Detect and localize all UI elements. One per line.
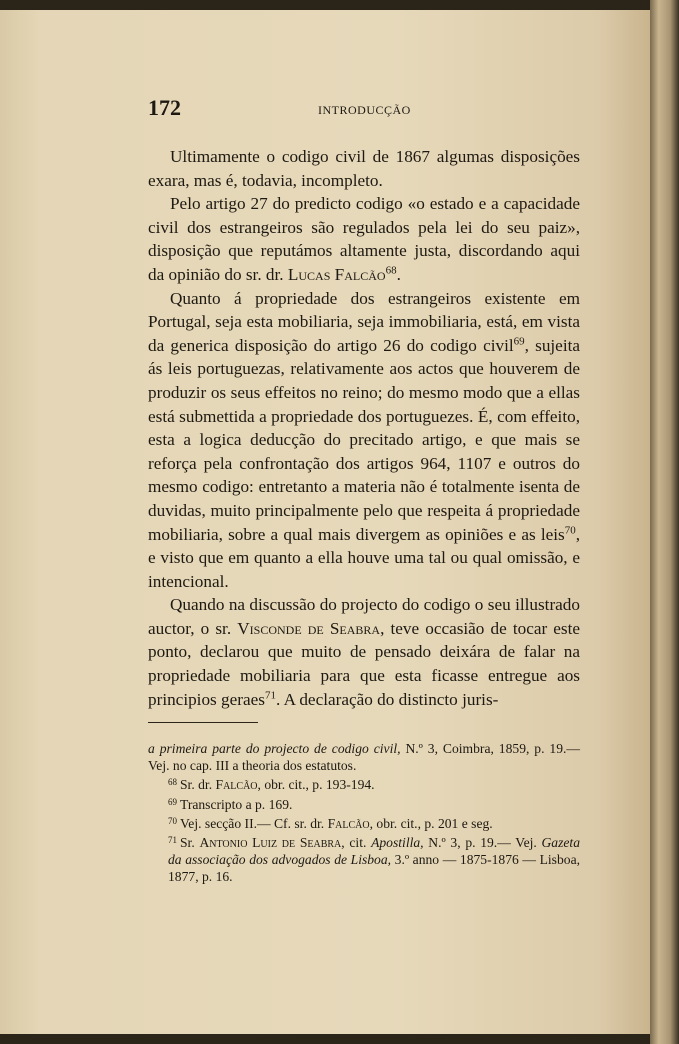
footnote-text: 3.º anno — 1875-1876 — Lisboa, 1877, p. 16.	[168, 852, 581, 885]
paragraph-2	[148, 192, 580, 286]
footnote-text: Sr. dr.	[180, 777, 216, 793]
footnote-divider	[148, 722, 258, 723]
footnote-69	[148, 794, 580, 813]
paragraph-1: Ultimamente o codigo civil de 1867 algumas disposições exara, mas é, todavia, incompleto.	[148, 147, 580, 190]
paragraph-3-text-a: Quanto á propriedade dos estrangeiros existente em Portugal, seja esta mobiliaria, seja immobiliaria, está, em vista da generica disposição do artigo 26 do codigo civil	[148, 288, 580, 355]
paragraph-4	[148, 593, 580, 711]
footnote-text: , cit.	[341, 835, 372, 851]
footnote-71	[148, 832, 580, 886]
footnote-text: Transcripto a p. 169.	[180, 796, 293, 812]
footnote-ref-68: 68	[385, 264, 397, 277]
paragraph-2-text: Pelo artigo 27 do predicto codigo «o estado e a capacidade civil dos estrangeiros são regulados pela lei do seu paiz», disposição que reputámos altamente justa, discordando aqui da opinião do sr. dr.	[148, 194, 580, 284]
footnote-text: Sr.	[180, 835, 200, 851]
footnote-cont-text: N.º 3, Coimbra, 1859, p. 19.— Vej. no cap. III a theoria dos estatutos.	[148, 741, 581, 774]
footnote-ref-71: 71	[264, 688, 276, 701]
footnote-ref-69: 69	[513, 335, 525, 348]
paragraph-3	[148, 287, 580, 594]
paragraph-4-text-c: . A declaração do distincto juris-	[275, 689, 499, 709]
author-name: Falcão	[215, 777, 258, 793]
author-name: Falcão	[327, 815, 370, 831]
paragraph-2-end: .	[396, 264, 401, 284]
footnotes	[148, 740, 580, 886]
footnote-continuation	[148, 740, 580, 774]
footnote-text: Vej. secção II.— Cf. sr. dr.	[180, 815, 328, 831]
body-text	[148, 145, 580, 711]
footnote-title: Apostilla,	[371, 835, 424, 851]
footnote-ref-70: 70	[564, 523, 576, 536]
paragraph-3-text-b: , sujeita ás leis portuguezas, relativamente aos actos que houverem de produzir os seus effeitos no reino; do mesmo modo que a ellas está submettida a propriedade dos portuguezes. É, com effeito, esta a logica deducção do precitado artigo, e que mais se reforça pela confrontação dos artigos 964, 1107 e outros do mesmo codigo: entretanto a materia não é totalmente isenta de duvidas, muito principalmente pelo que respeita á propriedade mobiliaria, sobre a qual mais divergem as opiniões e as leis	[148, 335, 580, 544]
paragraph-4-text-b: , teve occasião de tocar este ponto, declarou que muito de pensado deixára de falar na propriedade mobiliaria para que esta ficasse entregue aos principios geraes	[148, 618, 581, 709]
footnote-70	[148, 813, 580, 832]
author-name: Antonio Luiz de Seabra	[199, 835, 342, 851]
footnote-text: , obr. cit., p. 201 e seg.	[369, 815, 493, 831]
author-name: Lucas Falcão	[287, 264, 386, 284]
footnote-mark: 69	[168, 796, 177, 807]
footnote-text: N.º 3, p. 19.— Vej.	[423, 835, 542, 851]
running-head: INTRODUCÇÃO	[318, 103, 411, 117]
footnote-cont-title: a primeira parte do projecto de codigo civil,	[148, 741, 401, 756]
footnote-mark: 68	[168, 777, 177, 788]
footnote-mark: 70	[168, 815, 177, 826]
author-name: Visconde de Seabra	[237, 618, 381, 638]
paragraph-3-text-c: , e visto que em quanto a ella houve uma tal ou qual omissão, e intencional.	[148, 524, 580, 591]
footnote-text: , obr. cit., p. 193-194.	[257, 777, 375, 793]
page-header	[148, 95, 578, 125]
footnote-title: Gazeta da associação dos advogados de Lisboa,	[168, 835, 580, 868]
footnote-mark: 71	[168, 835, 177, 846]
paragraph-4-text-a: Quando na discussão do projecto do codigo o seu illustrado auctor, o sr.	[148, 595, 580, 638]
page-number: 172	[148, 95, 181, 120]
footnote-68	[148, 774, 580, 793]
book-spine	[650, 0, 679, 1044]
